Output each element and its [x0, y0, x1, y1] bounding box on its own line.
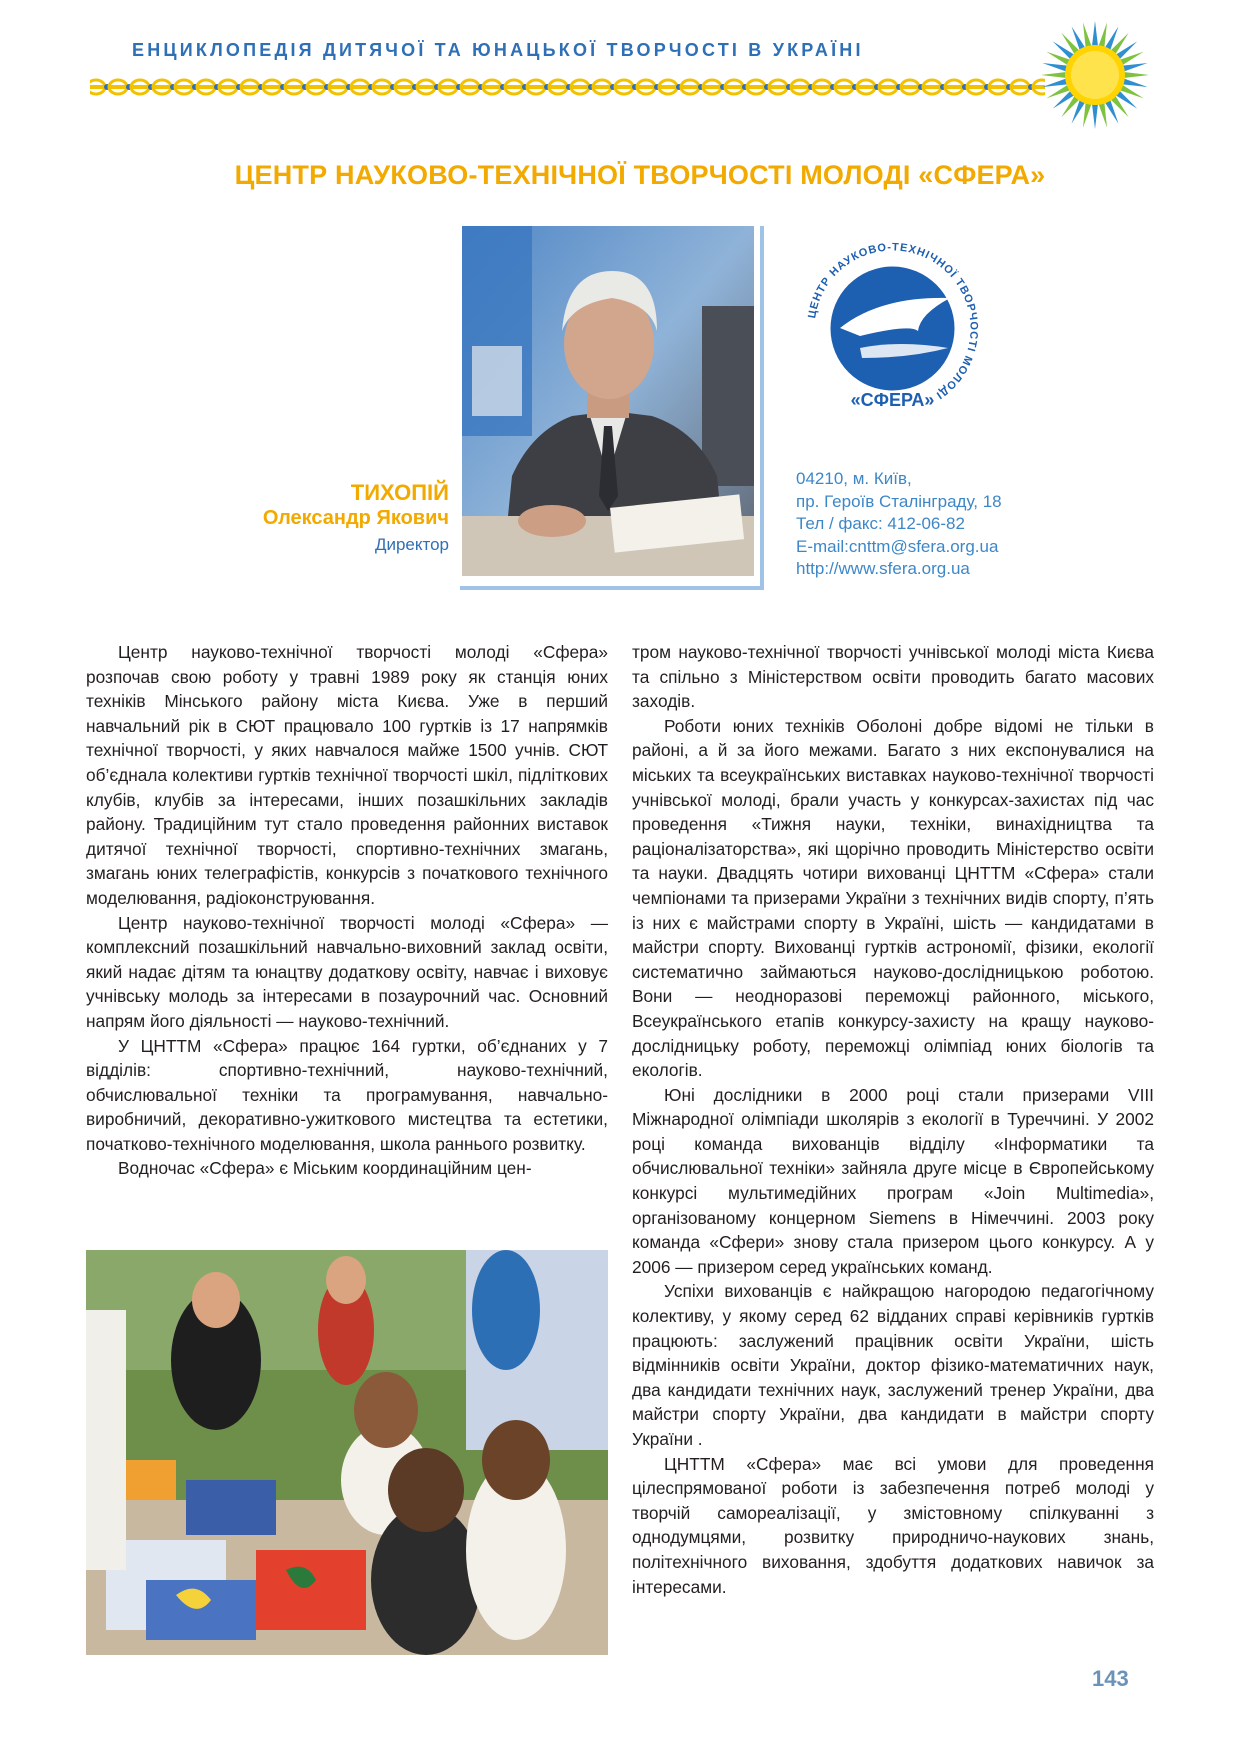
children-activity-photo	[86, 1250, 608, 1655]
contact-email[interactable]: E-mail:cnttm@sfera.org.ua	[796, 536, 999, 556]
sfera-logo	[800, 236, 985, 421]
body-column-left	[86, 640, 608, 1181]
director-photo	[462, 226, 754, 576]
ornament-border	[90, 74, 1045, 100]
paragraph: Роботи юних техніків Оболоні добре відомі не тільки в районі, а й за його межами. Багато з них експонувалися на міських та всеукраїнських виставках науково-технічної творчості учнівської молоді, брали участь у конкурсах-захистах під час проведення «Тижня науки, техніки, винахідництва та раціоналізаторства», які щорічно проводить Міністерство освіти та науки. Двадцять чотири вихованці ЦНТТМ «Сфера» стали чемпіонами та призерами України з технічних видів спорту, п’ять із них є майстрами спорту в Україні, шість — кандидатами в майстри спорту. Вихованці гуртків астрономії, фізики, екології систематично займаються науково-дослідницькою роботою. Вони — неодноразові переможці районного, міського, Всеукраїнського етапів конкурсу-захисту на кращу науково-дослідницьку роботу, переможці олімпіад юних біологів та екологів.	[632, 715, 1154, 1081]
paragraph: Успіхи вихованців є найкращою нагородою педагогічному колективу, у якому серед 62 відданих справі керівників гуртків працюють: заслужений працівник освіти України, шість відмінників освіти України, доктор фізико-математичних наук, два кандидати технічних наук, заслужений тренер України, два майстри спорту України, два кандидати в майстри спорту України .	[632, 1281, 1154, 1449]
running-head: ЕНЦИКЛОПЕДІЯ ДИТЯЧОЇ ТА ЮНАЦЬКОЇ ТВОРЧОСТІ В УКРАЇНІ	[132, 40, 864, 60]
article-title: ЦЕНТР НАУКОВО-ТЕХНІЧНОЇ ТВОРЧОСТІ МОЛОДІ «СФЕРА»	[234, 160, 1046, 190]
paragraph: ЦНТТМ «Сфера» має всі умови для проведення цілеспрямованої роботи із забезпечення потреб молоді у творчій самореалізації, у змістовному спілкуванні з однодумцями, розвитку природничо-наукових знань, політехнічного виховання, здобуття додаткових навичок за інтересами.	[632, 1453, 1154, 1597]
body-column-right	[632, 640, 1154, 1599]
contact-phone: Тел / факс: 412-06-82	[796, 514, 965, 533]
contact-website[interactable]: http://www.sfera.org.ua	[796, 559, 970, 578]
paragraph: Водночас «Сфера» є Міським координаційним цен-	[118, 1158, 532, 1179]
director-surname: ТИХОПІЙ	[350, 480, 449, 505]
director-role: Директор	[374, 535, 449, 554]
contact-postal: 04210, м. Київ,	[796, 469, 912, 488]
contact-street: пр. Героїв Сталінграду, 18	[796, 491, 1002, 511]
paragraph: Юні дослідники в 2000 році стали призерами VIII Міжнародної олімпіади школярів з екології в Туреччині. У 2002 році команда вихованців відділу «Інформатики та обчислювальної техніки» зайняла друге місце в Європейському конкурсі мультимедійних програм «Join Multimedia», організованому концерном Siemens в Німеччині. 2003 року команда «Сфери» знову стала призером цього конкурсу. А у 2006 — призером серед українських команд.	[632, 1084, 1154, 1277]
paragraph: У ЦНТТМ «Сфера» працює 164 гуртки, об’єднаних у 7 відділів: спортивно-технічний, науково-технічний, обчислювальної техніки та програмування, навчально-виробничий, декоративно-ужиткового мистецтва та естетики, початково-технічного моделювання, школа раннього розвитку.	[86, 1035, 608, 1154]
page-number: 143	[1092, 1666, 1129, 1691]
director-given-names: Олександр Якович	[262, 507, 449, 529]
logo-ring-text: ЦЕНТР НАУКОВО-ТЕХНІЧНОЇ ТВОРЧОСТІ МОЛОДІ	[806, 241, 980, 402]
paragraph: Центр науково-технічної творчості молоді «Сфера» — комплексний позашкільний навчально-виховний заклад освіти, який надає дітям та юнацтву додаткову освіту, навчає і виховує учнівську молодь за інтересами в позаурочний час. Основний напрям його діяльності — науково-технічний.	[86, 912, 608, 1031]
sun-icon	[1040, 20, 1150, 130]
contact-block	[796, 468, 1002, 581]
paragraph: Центр науково-технічної творчості молоді «Сфера» розпочав свою роботу у травні 1989 року як станція юних техніків Мінського району міста Києва. Уже в перший навчальний рік в СЮТ працювало 100 гуртків із 17 напрямків технічної творчості, у яких навчалося майже 1500 учнів. СЮТ об’єднала колективи гуртків технічної творчості шкіл, підліткових клубів, клубів за інтересами, інших позашкільних закладів району. Традиційним тут стало проведення районних виставок дитячої технічної творчості, спортивно-технічних змагань, змагань юних телеграфістів, конкурсів з початкового технічного моделювання, радіоконструювання.	[86, 642, 608, 908]
logo-name: «СФЕРА»	[850, 390, 935, 410]
paragraph-continuation: тром науково-технічної творчості учнівської молоді міста Києва та спільно з Міністерством освіти проводить багато масових заходів.	[632, 642, 1154, 712]
